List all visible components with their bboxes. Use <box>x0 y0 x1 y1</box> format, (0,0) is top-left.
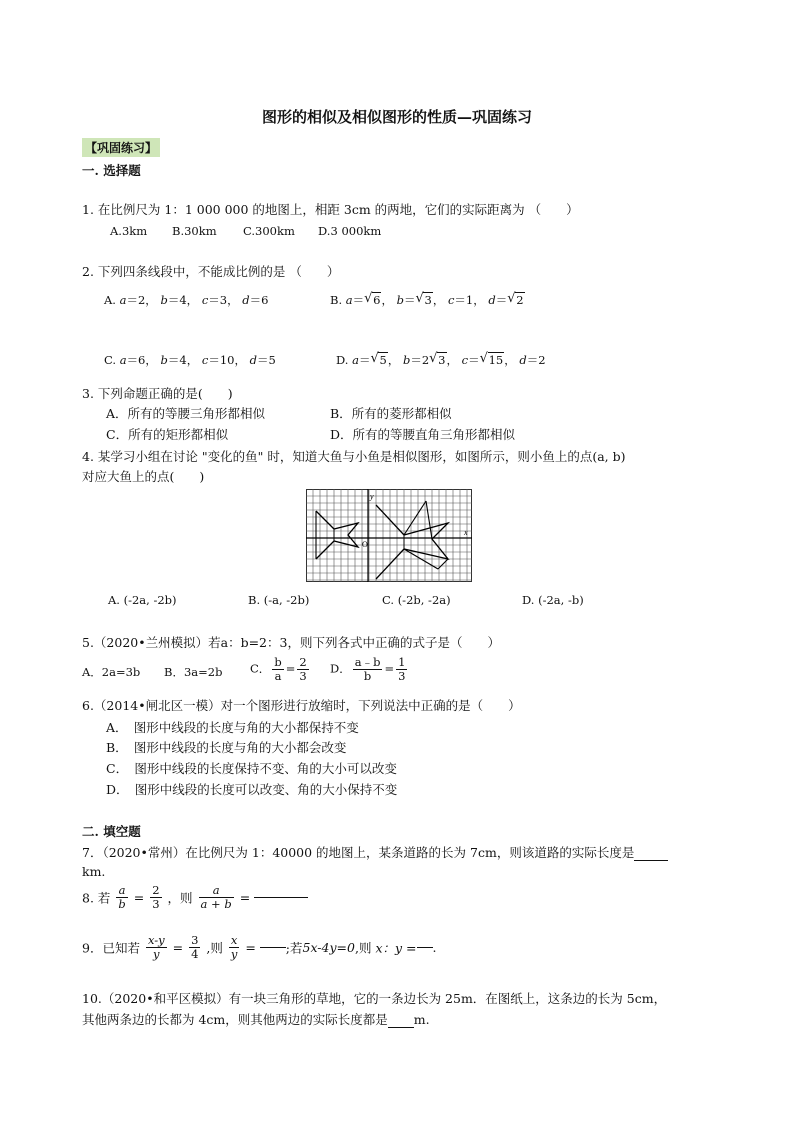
q4-option-a: A. (-2a, -2b) <box>108 593 177 607</box>
sqrt-symbol: √ 15 <box>480 353 505 367</box>
y-axis-label: y <box>370 492 374 501</box>
q5-option-d: D． $\frac{a﹣b}{b}$ = $\frac{1}{3}$ <box>330 655 406 683</box>
q3-option-a: A．所有的等腰三角形都相似 <box>106 406 266 421</box>
section-heading-choice: 一. 选择题 <box>82 163 141 178</box>
q4-option-b: B. (-a, -2b) <box>248 593 310 607</box>
question-4-line2: 对应大鱼上的点( ) <box>82 469 205 484</box>
q3-option-b: B．所有的菱形都相似 <box>330 406 452 421</box>
q3-option-c: C．所有的矩形都相似 <box>106 427 229 442</box>
question-3: 3. 下列命题正确的是( ) <box>82 386 233 401</box>
question-1: 1. 在比例尺为 1：1 000 000 的地图上，相距 3cm 的两地，它们的实际距离为 （ ） <box>82 202 579 217</box>
q6-option-d: D． 图形中线段的长度可以改变、角的大小保持不变 <box>106 782 398 797</box>
question-5: 5.（2020•兰州模拟）若a：b=2：3，则下列各式中正确的式子是（ ） <box>82 635 500 650</box>
page-title: 图形的相似及相似图形的性质—巩固练习 <box>261 108 532 126</box>
question-7-line1: 7．（2020•常州）在比例尺为 1：40000 的地图上，某条道路的长为 7cm，则该道路的实际长度是 <box>82 843 668 861</box>
answer-blank <box>254 897 308 898</box>
q1-option-d: D.3 000km <box>318 224 382 238</box>
q4-option-c: C. (-2b, -2a) <box>382 593 451 607</box>
answer-blank <box>260 947 286 948</box>
q2-option-c: C. a＝6， b＝4， c＝10， d＝5 <box>104 353 276 367</box>
question-6: 6.（2014•闸北区一模）对一个图形进行放缩时，下列说法中正确的是（ ） <box>82 698 521 713</box>
question-2: 2. 下列四条线段中，不能成比例的是 （ ） <box>82 264 340 279</box>
section-heading-fill: 二. 填空题 <box>82 824 141 839</box>
question-4-line1: 4. 某学习小组在讨论 "变化的鱼" 时，知道大鱼与小鱼是相似图形，如图所示，则小鱼上的点(a, b) <box>82 449 626 464</box>
answer-blank <box>388 1027 414 1028</box>
question-7-line2: km. <box>82 864 106 879</box>
sqrt-symbol: √ 2 <box>507 293 524 307</box>
q3-option-d: D．所有的等腰直角三角形都相似 <box>330 427 516 442</box>
q2-option-d: D. a＝√ 5， b＝2√ 3， c＝√ 15， d＝2 <box>336 352 546 368</box>
q1-option-c: C.300km <box>243 224 295 238</box>
question-8: 8. 若 $\frac{a}{b}$ = $\frac{2}{3}$ ，则 $\frac{a}{a + b}$ = <box>82 884 308 911</box>
x-axis-label: x <box>464 528 468 537</box>
question-10-line1: 10.（2020•和平区模拟）有一块三角形的草地，它的一条边长为 25m．在图纸上，这条边的长为 5cm， <box>82 991 667 1006</box>
q1-option-b: B.30km <box>172 224 217 238</box>
section-tag: 【巩固练习】 <box>82 138 160 157</box>
question-9: 9．已知若 $\frac{x-y}{y}$ = $\frac{3}{4}$ ,则 $\frac{x}{y}$ = ;若5x-4y=0,则 x：y = . <box>82 933 437 961</box>
origin-label: O <box>362 540 368 549</box>
sqrt-symbol: √ 3 <box>429 353 446 367</box>
q4-option-d: D. (-2a, -b) <box>522 593 584 607</box>
q5-option-c: C． $\frac{b}{a}$ = $\frac{2}{3}$ <box>250 655 307 683</box>
q1-option-a: A.3km <box>110 224 148 238</box>
sqrt-symbol: √ 3 <box>415 293 432 307</box>
q5-option-a: A．2a=3b <box>82 665 141 679</box>
q5-option-b: B．3a=2b <box>164 665 223 679</box>
q2-option-b: B. a＝√ 6， b＝√ 3， c＝1， d＝√ 2 <box>330 292 525 308</box>
q2-option-a: A. a＝2， b＝4， c＝3， d＝6 <box>104 293 269 307</box>
q6-option-b: B． 图形中线段的长度与角的大小都会改变 <box>106 740 347 755</box>
fish-figure <box>306 489 472 582</box>
sqrt-symbol: √ 5 <box>370 353 387 367</box>
q6-option-c: C． 图形中线段的长度保持不变、角的大小可以改变 <box>106 761 397 776</box>
question-10-line2: 其他两条边的长都为 4cm，则其他两边的实际长度都是 m. <box>82 1012 430 1027</box>
answer-blank <box>634 860 668 861</box>
q6-option-a: A． 图形中线段的长度与角的大小都保持不变 <box>106 720 359 735</box>
answer-blank <box>417 947 433 948</box>
sqrt-symbol: √ 6 <box>364 293 381 307</box>
